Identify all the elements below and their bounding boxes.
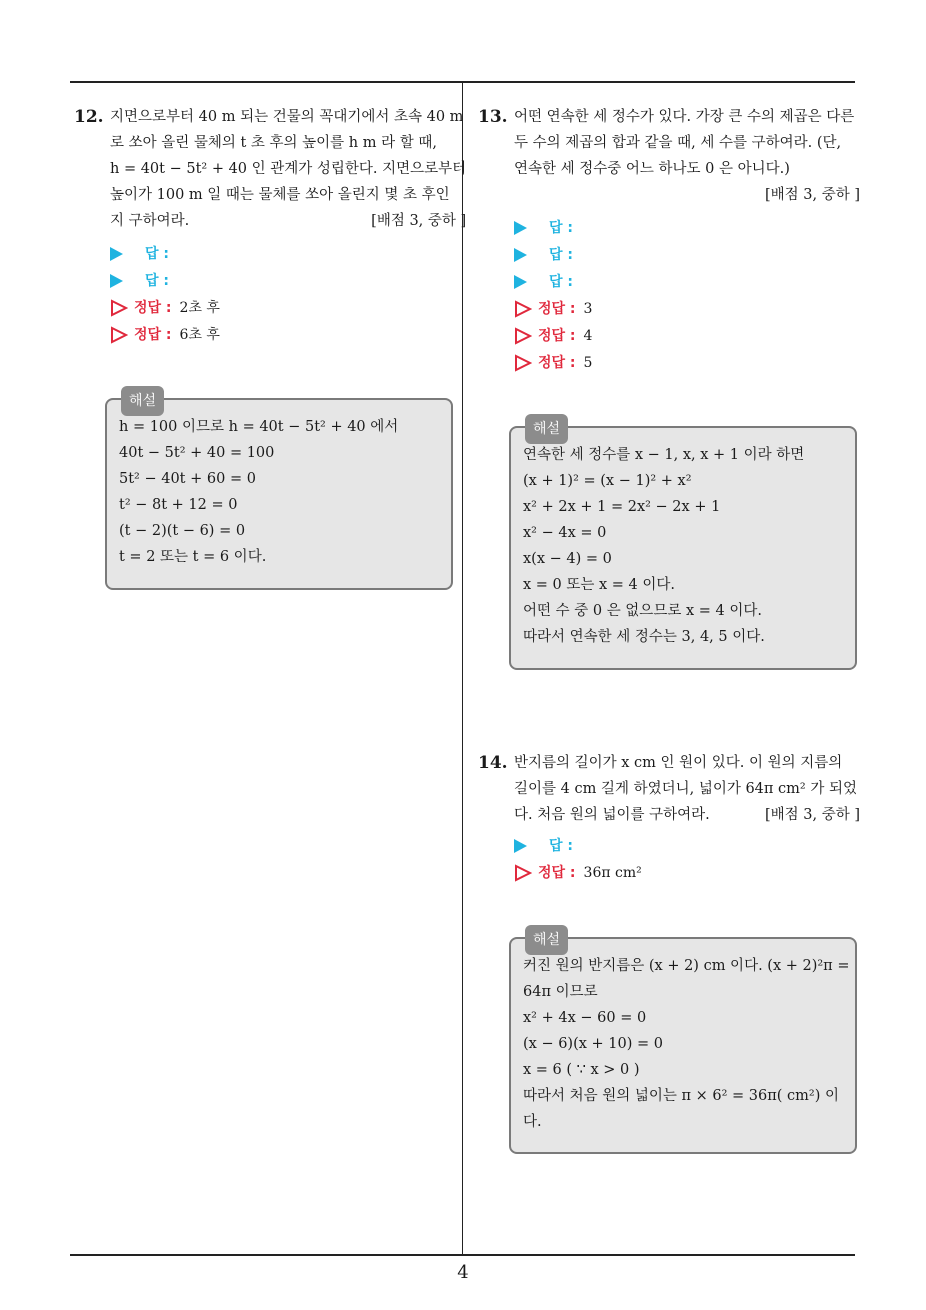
outline-triangle-icon [110,326,128,344]
outline-triangle-icon [514,864,532,882]
question-13 [478,104,860,376]
correct-answer: 정답 : 5 [514,349,860,376]
question-line: 어떤 연속한 세 정수가 있다. 가장 큰 수의 제곱은 다른 [514,109,855,125]
bottom-rule [70,1254,855,1256]
question-line: 지면으로부터 40 m 되는 건물의 꼭대기에서 초속 40 m [110,109,464,125]
solution-line: x(x − 4) = 0 [523,551,612,567]
solution-box-14 [509,932,857,1154]
play-icon [514,839,527,853]
answer-field[interactable]: 답 : [514,832,860,859]
solution-line: x = 6 ( ∵ x > 0 ) [523,1062,640,1078]
solution-line: (t − 2)(t − 6) = 0 [119,523,246,539]
solution-line: 5t² − 40t + 60 = 0 [119,471,256,487]
score-meta: [배점 3, 중하 ] [371,213,467,229]
solution-line: 따라서 연속한 세 정수는 3, 4, 5 이다. [523,629,765,645]
question-number: 14. [478,753,508,773]
correct-answer: 정답 : 36π cm² [514,859,860,886]
solution-line: 어떤 수 중 0 은 없으므로 x = 4 이다. [523,603,762,619]
question-12 [74,104,467,348]
page-number: 4 [457,1262,469,1283]
question-number: 13. [478,107,508,127]
explanation-tag: 해설 [525,925,568,955]
solution-line: 40t − 5t² + 40 = 100 [119,445,275,461]
answer-field[interactable]: 답 : [110,240,456,267]
question-line: 다. 처음 원의 넓이를 구하여라. [514,807,710,823]
play-icon [514,275,527,289]
play-icon [514,248,527,262]
outline-triangle-icon [110,299,128,317]
solution-box-12 [105,393,453,590]
solution-line: x = 0 또는 x = 4 이다. [523,577,676,593]
correct-answer: 정답 : 6초 후 [110,321,456,348]
solution-line: 따라서 처음 원의 넓이는 π × 6² = 36π( cm²) 이 [523,1088,840,1104]
solution-box-13 [509,421,857,670]
question-line: 반지름의 길이가 x cm 인 원이 있다. 이 원의 지름의 [514,755,843,771]
answer-field[interactable]: 답 : [514,241,860,268]
score-meta: [배점 3, 중하 ] [764,807,860,823]
score-meta: [배점 3, 중하 ] [764,187,860,203]
question-line: 지 구하여라. [110,213,190,229]
solution-line: 64π 이므로 [523,984,598,1000]
explanation-tag: 해설 [525,414,568,444]
solution-line: 다. [523,1114,542,1130]
solution-line: t² − 8t + 12 = 0 [119,497,238,513]
solution-line: 연속한 세 정수를 x − 1, x, x + 1 이라 하면 [523,447,805,463]
solution-line: x² − 4x = 0 [523,525,607,541]
question-line: 로 쏘아 올린 물체의 t 초 후의 높이를 h m 라 할 때, [110,135,437,151]
question-line: 높이가 100 m 일 때는 물체를 쏘아 올린지 몇 초 후인 [110,187,450,203]
question-line: h = 40t − 5t² + 40 인 관계가 성립한다. 지면으로부터 [110,161,467,177]
correct-answer: 정답 : 4 [514,322,860,349]
correct-answer: 정답 : 2초 후 [110,294,456,321]
solution-line: x² + 2x + 1 = 2x² − 2x + 1 [523,499,721,515]
question-line: 연속한 세 정수중 어느 하나도 0 은 아니다.) [514,161,790,177]
question-line: 길이를 4 cm 길게 하였더니, 넓이가 64π cm² 가 되었 [514,781,857,797]
outline-triangle-icon [514,300,532,318]
solution-line: 커진 원의 반지름은 (x + 2) cm 이다. (x + 2)²π = [523,958,850,974]
explanation-tag: 해설 [121,386,164,416]
answer-field[interactable]: 답 : [110,267,456,294]
column-divider [462,83,463,1255]
solution-line: t = 2 또는 t = 6 이다. [119,549,267,565]
question-line: 두 수의 제곱의 합과 같을 때, 세 수를 구하여라. (단, [514,135,842,151]
solution-line: (x + 1)² = (x − 1)² + x² [523,473,692,489]
play-icon [110,247,123,261]
correct-answer: 정답 : 3 [514,295,860,322]
outline-triangle-icon [514,327,532,345]
question-number: 12. [74,107,104,127]
question-14 [478,750,860,886]
answer-field[interactable]: 답 : [514,268,860,295]
solution-line: x² + 4x − 60 = 0 [523,1010,647,1026]
answer-field[interactable]: 답 : [514,214,860,241]
outline-triangle-icon [514,354,532,372]
solution-line: (x − 6)(x + 10) = 0 [523,1036,663,1052]
play-icon [514,221,527,235]
play-icon [110,274,123,288]
solution-line: h = 100 이므로 h = 40t − 5t² + 40 에서 [119,419,399,435]
